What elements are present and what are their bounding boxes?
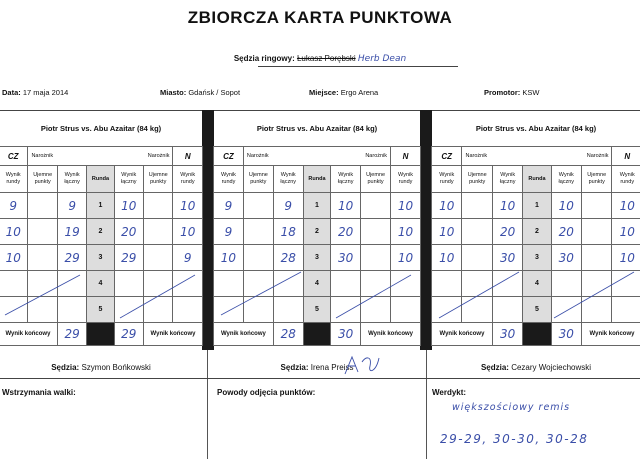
judge-name-3: Cezary Wojciechowski xyxy=(511,363,592,372)
round-number: 2 xyxy=(87,219,114,245)
cz-final-label: Wynik końcowy xyxy=(432,323,493,346)
n-final-score: 29 xyxy=(114,323,143,346)
round-number: 3 xyxy=(303,245,331,271)
n-final-label: Wynik końcowy xyxy=(582,323,640,346)
n-minus-header: Ujemne punkty xyxy=(582,166,612,193)
n-total-score: 20 xyxy=(331,219,361,245)
n-round-score: 10 xyxy=(173,219,203,245)
cz-minus-points xyxy=(28,219,57,245)
round-row xyxy=(214,219,421,245)
unused-rounds-slash-3 xyxy=(434,270,639,320)
round-row xyxy=(432,219,640,245)
n-total-score: 20 xyxy=(551,219,581,245)
final-score-row xyxy=(214,323,421,346)
corner-row xyxy=(214,147,421,166)
cz-minus-points xyxy=(28,245,57,271)
n-minus-points xyxy=(361,219,391,245)
round-number: 1 xyxy=(303,193,331,219)
n-round-header: Wynik rundy xyxy=(612,166,640,193)
round-number: 1 xyxy=(87,193,114,219)
cz-final-label: Wynik końcowy xyxy=(214,323,274,346)
date-value: 17 maja 2014 xyxy=(22,88,69,97)
judge-name-2: Irena Preiss xyxy=(310,363,354,372)
n-round-header: Wynik rundy xyxy=(173,166,203,193)
cz-minus-header: Ujemne punkty xyxy=(28,166,57,193)
n-minus-points xyxy=(361,245,391,271)
round-number: 2 xyxy=(303,219,331,245)
round-number: 2 xyxy=(523,219,551,245)
cz-minus-points xyxy=(243,219,273,245)
n-round-score: 10 xyxy=(391,219,421,245)
bout-title-3: Piotr Strus vs. Abu Azaitar (84 kg) xyxy=(475,124,597,133)
cz-minus-points xyxy=(462,193,492,219)
header-row xyxy=(214,166,421,193)
judge-line-1 xyxy=(0,363,202,372)
final-score-black-cell xyxy=(523,323,551,346)
cz-total-score: 9 xyxy=(57,193,86,219)
round-number: 5 xyxy=(303,297,331,323)
round-number: 3 xyxy=(523,245,551,271)
n-corner-label: N xyxy=(391,147,421,166)
round-row xyxy=(0,193,203,219)
n-round-score: 10 xyxy=(173,193,203,219)
cz-total-score: 18 xyxy=(273,219,303,245)
judge-label-3: Sędzia: xyxy=(480,363,509,372)
n-round-header: Wynik rundy xyxy=(391,166,421,193)
date-field xyxy=(2,88,68,97)
header-row xyxy=(0,166,203,193)
n-round-score: 10 xyxy=(391,193,421,219)
n-minus-points xyxy=(582,219,612,245)
n-total-score: 10 xyxy=(114,193,143,219)
final-score-black-cell xyxy=(303,323,331,346)
round-number: 1 xyxy=(523,193,551,219)
cz-round-score: 10 xyxy=(432,219,462,245)
round-number: 5 xyxy=(523,297,551,323)
cz-round-score: 10 xyxy=(0,219,28,245)
cz-minus-points xyxy=(462,245,492,271)
n-final-label: Wynik końcowy xyxy=(144,323,203,346)
judge-label-2: Sędzia: xyxy=(280,363,309,372)
cz-round-header: Wynik rundy xyxy=(0,166,28,193)
promoter-value: KSW xyxy=(522,88,540,97)
footer-rule xyxy=(0,378,640,379)
stoppages-label: Wstrzymania walki: xyxy=(2,388,76,397)
n-minus-header: Ujemne punkty xyxy=(361,166,391,193)
n-total-score: 10 xyxy=(331,193,361,219)
n-minus-points xyxy=(144,219,173,245)
footer-divider-1 xyxy=(207,350,208,459)
corner-label-left: Narożnik xyxy=(243,147,303,166)
ring-judge-line xyxy=(0,54,640,64)
corner-spacer xyxy=(303,147,360,166)
n-round-score: 9 xyxy=(173,245,203,271)
header-row xyxy=(432,166,640,193)
round-row xyxy=(432,245,640,271)
cz-final-label: Wynik końcowy xyxy=(0,323,57,346)
judge-label-1: Sędzia: xyxy=(51,363,80,372)
ring-judge-underline xyxy=(258,66,458,67)
n-total-score: 30 xyxy=(331,245,361,271)
page-title: ZBIORCZA KARTA PUNKTOWA xyxy=(187,8,453,27)
round-number: 4 xyxy=(523,271,551,297)
ring-judge-printed-name: Łukasz Porębski xyxy=(296,54,356,63)
venue-label: Miejsce: xyxy=(309,88,339,97)
n-final-score: 30 xyxy=(331,323,361,346)
round-row xyxy=(432,193,640,219)
round-row xyxy=(0,219,203,245)
judge-signature-scribble xyxy=(342,352,382,378)
corner-label-left: Narożnik xyxy=(462,147,523,166)
n-minus-points xyxy=(144,245,173,271)
ring-judge-label: Sędzia ringowy: xyxy=(233,54,295,63)
n-round-score: 10 xyxy=(391,245,421,271)
unused-rounds-slash-1 xyxy=(0,270,200,320)
cz-round-score: 10 xyxy=(432,245,462,271)
corner-label-left: Narożnik xyxy=(28,147,87,166)
n-round-score: 10 xyxy=(612,245,640,271)
cz-total-header: Wynik łączny xyxy=(492,166,522,193)
cz-total-score: 28 xyxy=(273,245,303,271)
cz-final-score: 29 xyxy=(57,323,86,346)
n-round-score: 10 xyxy=(612,219,640,245)
judge-line-3 xyxy=(432,363,640,372)
cz-total-score: 9 xyxy=(273,193,303,219)
n-total-header: Wynik łączny xyxy=(551,166,581,193)
round-number: 5 xyxy=(87,297,114,323)
final-score-row xyxy=(432,323,640,346)
cz-minus-points xyxy=(243,245,273,271)
round-header: Runda xyxy=(87,166,114,193)
n-final-score: 30 xyxy=(551,323,581,346)
verdict-label: Werdykt: xyxy=(432,388,467,397)
n-total-score: 20 xyxy=(114,219,143,245)
cz-round-score: 10 xyxy=(432,193,462,219)
date-label: Data: xyxy=(2,88,21,97)
cz-minus-points xyxy=(462,219,492,245)
verdict-handwritten-2: 29-29, 30-30, 30-28 xyxy=(440,432,589,446)
cz-round-score: 10 xyxy=(0,245,28,271)
cz-round-score: 9 xyxy=(0,193,28,219)
corner-row xyxy=(0,147,203,166)
final-score-row xyxy=(0,323,203,346)
cz-corner-label: CZ xyxy=(214,147,244,166)
bout-title-2: Piotr Strus vs. Abu Azaitar (84 kg) xyxy=(256,124,378,133)
corner-label-right: Narożnik xyxy=(361,147,391,166)
round-number: 4 xyxy=(87,271,114,297)
n-corner-label: N xyxy=(612,147,640,166)
cz-final-score: 28 xyxy=(273,323,303,346)
cz-minus-header: Ujemne punkty xyxy=(243,166,273,193)
corner-label-right: Narożnik xyxy=(144,147,173,166)
n-total-header: Wynik łączny xyxy=(114,166,143,193)
round-header: Runda xyxy=(523,166,551,193)
cz-round-header: Wynik rundy xyxy=(214,166,244,193)
bout-title-1: Piotr Strus vs. Abu Azaitar (84 kg) xyxy=(40,124,162,133)
cz-total-score: 29 xyxy=(57,245,86,271)
round-row xyxy=(0,245,203,271)
city-label: Miasto: xyxy=(160,88,187,97)
verdict-handwritten-1: większościowy remis xyxy=(452,402,571,413)
cz-total-score: 19 xyxy=(57,219,86,245)
corner-spacer xyxy=(523,147,582,166)
n-total-score: 30 xyxy=(551,245,581,271)
cz-round-header: Wynik rundy xyxy=(432,166,462,193)
corner-row xyxy=(432,147,640,166)
meta-divider xyxy=(0,110,640,111)
round-row xyxy=(214,245,421,271)
unused-rounds-slash-2 xyxy=(216,270,416,320)
city-field xyxy=(160,88,240,97)
n-minus-points xyxy=(582,245,612,271)
cz-minus-points xyxy=(28,193,57,219)
judge-name-1: Szymon Bońkowski xyxy=(81,363,151,372)
round-number: 3 xyxy=(87,245,114,271)
cz-round-score: 9 xyxy=(214,193,244,219)
n-final-label: Wynik końcowy xyxy=(361,323,421,346)
cz-total-header: Wynik łączny xyxy=(273,166,303,193)
cz-corner-label: CZ xyxy=(0,147,28,166)
cz-round-score: 9 xyxy=(214,219,244,245)
n-round-score: 10 xyxy=(612,193,640,219)
ring-judge-handwritten: Herb Dean xyxy=(357,54,407,64)
deductions-label: Powody odjęcia punktów: xyxy=(217,388,316,397)
cz-total-score: 10 xyxy=(492,193,522,219)
venue-value: Ergo Arena xyxy=(340,88,379,97)
corner-spacer xyxy=(87,147,144,166)
corner-label-right: Narożnik xyxy=(582,147,612,166)
cz-corner-label: CZ xyxy=(432,147,462,166)
n-minus-points xyxy=(361,193,391,219)
n-minus-points xyxy=(582,193,612,219)
cz-round-score: 10 xyxy=(214,245,244,271)
n-corner-label: N xyxy=(173,147,203,166)
venue-field xyxy=(309,88,378,97)
n-total-score: 10 xyxy=(551,193,581,219)
cz-total-score: 30 xyxy=(492,245,522,271)
city-value: Gdańsk / Sopot xyxy=(188,88,241,97)
n-total-header: Wynik łączny xyxy=(331,166,361,193)
round-number: 4 xyxy=(303,271,331,297)
cz-final-score: 30 xyxy=(492,323,522,346)
judge-line-2 xyxy=(214,363,420,372)
round-header: Runda xyxy=(303,166,331,193)
cz-minus-header: Ujemne punkty xyxy=(462,166,492,193)
cz-total-header: Wynik łączny xyxy=(57,166,86,193)
round-row xyxy=(214,193,421,219)
cz-total-score: 20 xyxy=(492,219,522,245)
n-minus-header: Ujemne punkty xyxy=(144,166,173,193)
n-minus-points xyxy=(144,193,173,219)
promoter-field xyxy=(484,88,539,97)
promoter-label: Promotor: xyxy=(484,88,521,97)
n-total-score: 29 xyxy=(114,245,143,271)
cz-minus-points xyxy=(243,193,273,219)
footer-divider-2 xyxy=(426,350,427,459)
final-score-black-cell xyxy=(87,323,114,346)
